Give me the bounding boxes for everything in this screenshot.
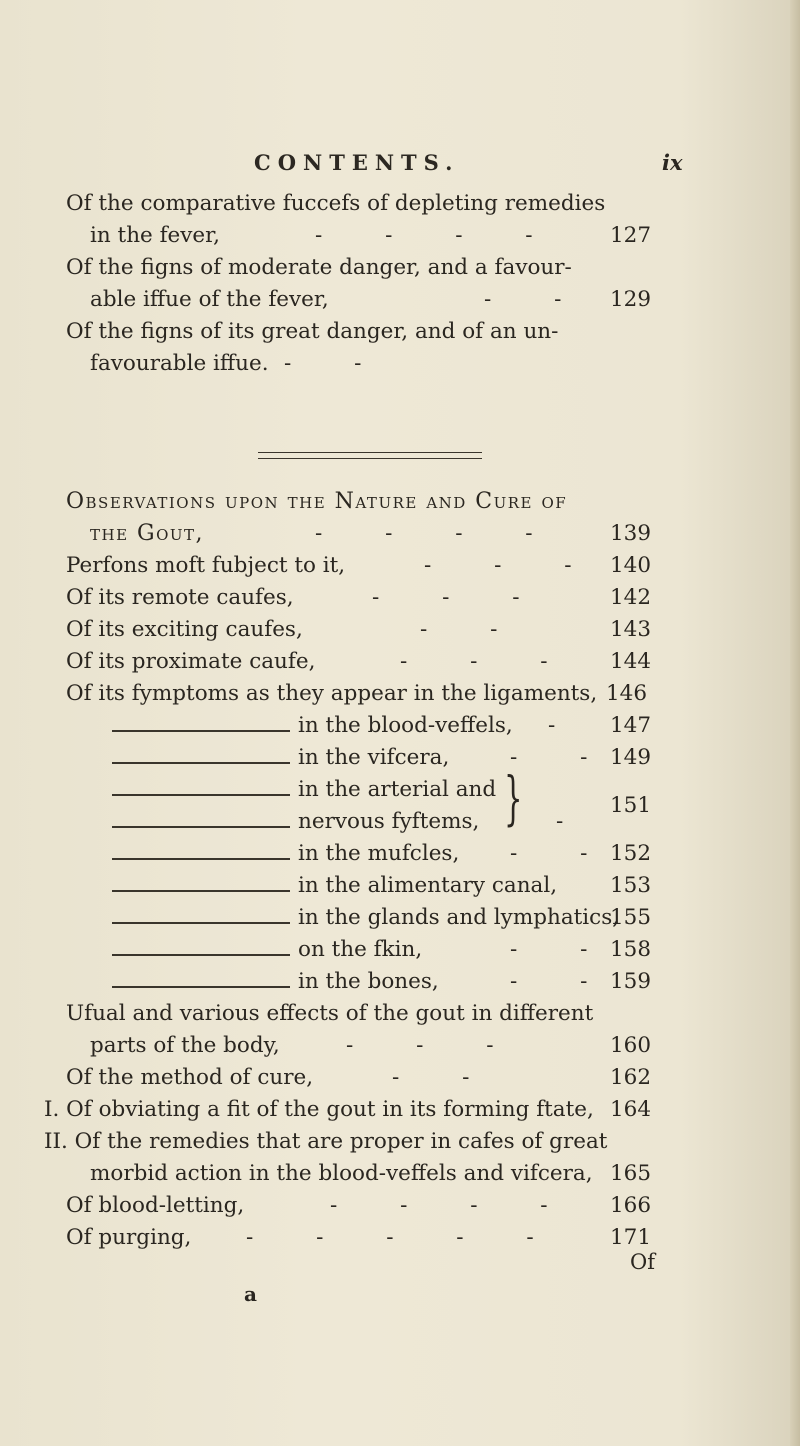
toc-leader: - - xyxy=(510,745,616,770)
ditto-rule xyxy=(112,762,290,764)
running-head xyxy=(0,150,800,180)
page-number: 142 xyxy=(610,585,652,610)
toc-entry-text: in the alimentary canal, xyxy=(298,873,558,898)
toc-entry-text: in the vifcera, xyxy=(298,745,450,770)
toc-entry-text: able iffue of the fever, xyxy=(90,287,329,312)
section-heading: Observations upon the Nature and Cure of xyxy=(66,489,568,514)
toc-leader: - - - xyxy=(424,553,600,578)
page-number: 129 xyxy=(610,287,652,312)
page-number: 140 xyxy=(610,553,652,578)
ditto-rule xyxy=(112,890,290,892)
toc-entry-text: in the glands and lymphatics, xyxy=(298,905,620,930)
page-number: 151 xyxy=(610,793,652,818)
toc-entry-text: on the fkin, xyxy=(298,937,423,962)
toc-leader: - - - - xyxy=(315,223,561,248)
page-number: 127 xyxy=(610,223,652,248)
toc-leader: - - - xyxy=(372,585,548,610)
toc-entry-text: parts of the body, xyxy=(90,1033,280,1058)
brace: } xyxy=(504,764,523,832)
toc-entry-text: Of its fymptoms as they appear in the ligaments, xyxy=(66,681,598,706)
ditto-rule xyxy=(112,730,290,732)
toc-entry-text: Perfons moft fubject to it, xyxy=(66,553,346,578)
toc-entry-text: I. Of obviating a fit of the gout in its forming ftate, xyxy=(44,1097,594,1122)
page-number: 162 xyxy=(610,1065,652,1090)
page-number: 155 xyxy=(610,905,652,930)
toc-entry-text: in the blood-veffels, xyxy=(298,713,513,738)
toc-entry-text: in the bones, xyxy=(298,969,439,994)
ditto-rule xyxy=(112,922,290,924)
page-number: 158 xyxy=(610,937,652,962)
signature-mark: a xyxy=(244,1282,257,1306)
toc-leader: - - xyxy=(284,351,390,376)
toc-entry-text: Of the method of cure, xyxy=(66,1065,314,1090)
toc-entry-text: nervous fyftems, xyxy=(298,809,480,834)
toc-entry-text: Of purging, xyxy=(66,1225,192,1250)
page-number: 165 xyxy=(610,1161,652,1186)
ditto-rule xyxy=(112,794,290,796)
toc-leader: - - - - xyxy=(330,1193,576,1218)
toc-entry-text: Of the figns of moderate danger, and a favour- xyxy=(66,255,572,280)
section-divider xyxy=(258,452,482,459)
ditto-rule xyxy=(112,858,290,860)
toc-leader: - - - xyxy=(346,1033,522,1058)
toc-leader: - - xyxy=(510,841,616,866)
toc-entry-text: in the mufcles, xyxy=(298,841,460,866)
page-number: 171 xyxy=(610,1225,652,1250)
page-number: 149 xyxy=(610,745,652,770)
toc-leader: - - xyxy=(420,617,526,642)
page-number: 152 xyxy=(610,841,652,866)
ditto-rule xyxy=(112,826,290,828)
toc-leader: - - xyxy=(510,969,616,994)
toc-entry-text: Of blood-letting, xyxy=(66,1193,245,1218)
page-number: 147 xyxy=(610,713,652,738)
page-number: 146 xyxy=(606,681,648,706)
ditto-rule xyxy=(112,986,290,988)
toc-entry-text: Of its proximate caufe, xyxy=(66,649,316,674)
toc-entry-text: Of its remote caufes, xyxy=(66,585,294,610)
toc-entry-text: in the arterial and xyxy=(298,777,497,802)
page-folio: ix xyxy=(662,150,683,175)
toc-entry-text: Ufual and various effects of the gout in different xyxy=(66,1001,594,1026)
page-edge xyxy=(790,0,800,1446)
toc-leader: - - - - xyxy=(315,521,561,546)
toc-leader: - xyxy=(548,713,584,738)
toc-entry-text: Of its exciting caufes, xyxy=(66,617,303,642)
page-number: 164 xyxy=(610,1097,652,1122)
page-number: 160 xyxy=(610,1033,652,1058)
toc-leader: - xyxy=(556,809,592,834)
toc-entry-text: Of the figns of its great danger, and of an un- xyxy=(66,319,559,344)
page-number: 159 xyxy=(610,969,652,994)
page-number: 166 xyxy=(610,1193,652,1218)
toc-entry-text: morbid action in the blood-veffels and vifcera, xyxy=(90,1161,593,1186)
section-heading-continued: the Gout, xyxy=(90,521,205,546)
catchword: Of xyxy=(630,1250,655,1274)
page-number: 139 xyxy=(610,521,652,546)
toc-entry-text: favourable iffue. xyxy=(90,351,269,376)
page-number: 153 xyxy=(610,873,652,898)
page-number: 144 xyxy=(610,649,652,674)
ditto-rule xyxy=(112,954,290,956)
page-number: 143 xyxy=(610,617,652,642)
running-head-title: CONTENTS. xyxy=(254,150,460,175)
toc-leader: - - xyxy=(392,1065,498,1090)
toc-entry-text: Of the comparative fuccefs of depleting remedies xyxy=(66,191,606,216)
toc-entry-text: II. Of the remedies that are proper in cafes of great xyxy=(44,1129,608,1154)
toc-leader: - - - - - xyxy=(246,1225,562,1250)
toc-leader: - - xyxy=(510,937,616,962)
toc-leader: - - - xyxy=(400,649,576,674)
toc-entry-text: in the fever, xyxy=(90,223,220,248)
toc-leader: - - xyxy=(484,287,590,312)
